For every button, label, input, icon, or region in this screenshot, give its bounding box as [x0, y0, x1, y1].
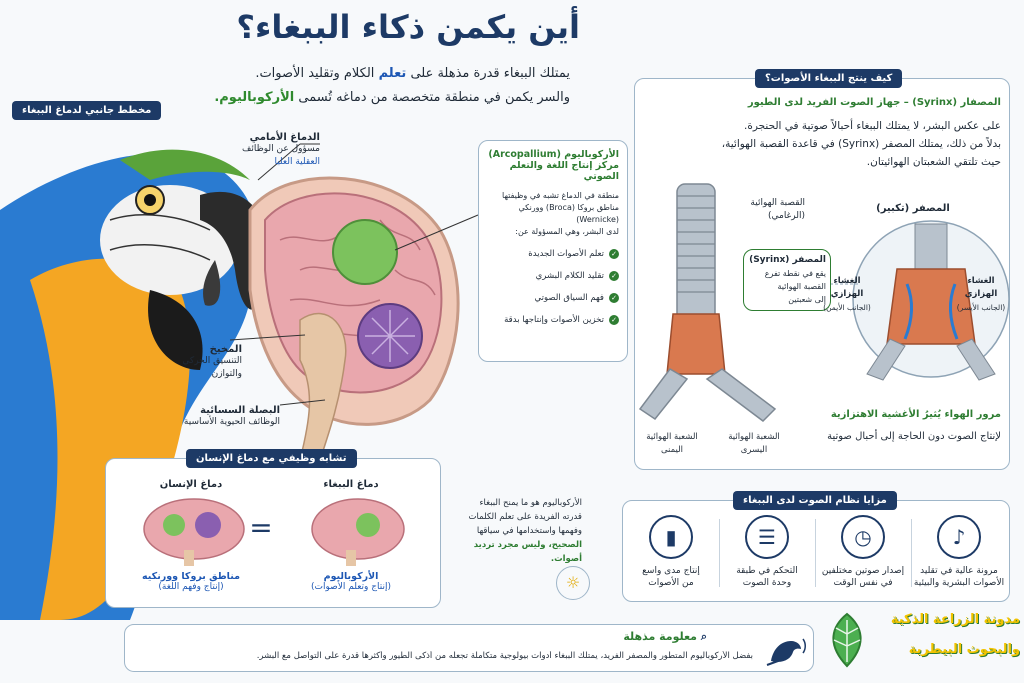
- airflow-desc: لإنتاج الصوت دون الحاجة إلى أحبال صوتية: [827, 431, 1001, 442]
- forebrain-label: الدماغ الأمامي مسؤول عن الوظائف العقلية العليا: [242, 132, 320, 167]
- feature-item: ▮ إنتاج مدى واسع من الأصوات: [623, 515, 719, 589]
- soundwave-icon: ▮: [649, 515, 693, 559]
- right-bronchus-label: الشعبة الهوائية اليمنى: [646, 432, 698, 455]
- left-bronchus-label: الشعبة الهوائية اليسرى: [728, 432, 780, 455]
- feature-item: ☰ التحكم في طبقة وحدة الصوت: [719, 515, 815, 589]
- syrinx-paragraph: على عكس البشر، لا يمتلك الببغاء أحبالاً صوتية في الحنجرة. بدلاً من ذلك، يمتلك المصفر (Syrinx) في قاعدة القصبة الهوائية، حيث تلتقي الشعبتان الهوائيتان.: [721, 120, 1001, 168]
- parrot-caption: الأركوباليوم (إنتاج وتعلم الأصوات): [310, 571, 392, 592]
- fact-text: بفضل الأركوباليوم المتطور والمصفر الفريد، يمتلك الببغاء أدوات بيولوجية متكاملة تجعله من أذكى الطيور وأكثرها قدرة على التواصل مع البشر.: [256, 651, 753, 661]
- fact-box: [124, 624, 814, 672]
- check-icon: ✓: [609, 293, 619, 303]
- arcopallium-card: الأركوباليوم (Arcopallium) مركز إنتاج اللغة والتعلم الصوتي منطقة في الدماغ تشبه في وظيفتها مناطق بروكا (Broca) وورنكي (Wernicke) لدى البشر، وهي المسؤولة عن: ✓تعلم الأصوات الجديدة ✓تقليد الكلام البشري ✓فهم السياق الصوتي ✓تخزين الأصوات وإنتاجها بدقة: [478, 140, 628, 362]
- sliders-icon: ☰: [745, 515, 789, 559]
- parrot-silhouette-icon: [759, 631, 809, 669]
- page-title: أين يكمن ذكاء الببغاء؟: [236, 8, 580, 46]
- similarity-panel: [105, 453, 441, 608]
- arcopallium-item: ✓تعلم الأصوات الجديدة: [487, 248, 619, 261]
- check-icon: ✓: [609, 249, 619, 259]
- syrinx-panel: [634, 73, 1010, 470]
- similarity-text: الأركوباليوم هو ما يمنح الببغاء قدرته الفريدة على تعلم الكلمات وفهمها واستخدامها في سياقها الصحيح، وليس مجرد ترديد أصوات.: [468, 498, 582, 564]
- check-icon: ✓: [609, 271, 619, 281]
- trachea-label: القصبة الهوائية (الرغامي): [750, 198, 805, 221]
- brand-line-1: مدونة الزراعة الذكية: [890, 612, 1020, 627]
- fact-title: ⌕ معلومة مذهلة: [623, 630, 707, 643]
- intro-line-2: والسر يكمن في منطقة متخصصة من دماغه تُسمى الأركوباليوم.: [214, 90, 570, 105]
- feature-item: ♪ مرونة عالية في تقليد الأصوات البشرية والبيئية: [911, 515, 1007, 589]
- syrinx-callout: المصفر (Syrinx) يقع في نقطة تفرع القصبة الهوائية إلى شعبتين: [743, 249, 831, 311]
- stopwatch-icon: ◷: [841, 515, 885, 559]
- similarity-tag: تشابه وظيفي مع دماغ الإنسان: [186, 449, 357, 468]
- arcopallium-item: ✓فهم السياق الصوتي: [487, 292, 619, 305]
- magnifier-icon: ⌕: [700, 630, 707, 643]
- diagram-tag: مخطط جانبي لدماغ الببغاء: [12, 101, 161, 120]
- leaf-logo-icon: [822, 610, 872, 670]
- brand-line-2: والبحوث البيطرية: [908, 642, 1020, 657]
- membrane-right-label: الغشاء الهزازي (الجانب الأيسر): [956, 276, 1006, 312]
- features-tag: مزايا نظام الصوت لدى الببغاء: [733, 491, 897, 510]
- arcopallium-item: ✓تقليد الكلام البشري: [487, 270, 619, 283]
- check-icon: ✓: [609, 315, 619, 325]
- features-panel: [622, 495, 1010, 602]
- feature-item: ◷ إصدار صوتين مختلفين في نفس الوقت: [815, 515, 911, 589]
- parrot-brain-title: دماغ الببغاء: [323, 479, 379, 490]
- equals-sign: =: [249, 511, 273, 544]
- human-brain-title: دماغ الإنسان: [159, 479, 223, 490]
- cerebellum-label: المخيخ التنسيق الحركي والتوازن: [182, 344, 242, 379]
- arcopallium-item: ✓تخزين الأصوات وإنتاجها بدقة: [487, 314, 619, 327]
- syrinx-heading: المصفار (Syrinx) – جهاز الصوت الفريد لدى الطيور: [747, 97, 1001, 108]
- zoom-title: المصفر (تكبير): [876, 203, 950, 214]
- membrane-left-label: الغشاء الهزازي (الجانب الأيمن): [823, 276, 871, 312]
- syrinx-tag: كيف ينتج الببغاء الأصوات؟: [755, 69, 902, 88]
- brand-logo: [818, 606, 1022, 680]
- lightbulb-icon: ☼: [556, 566, 590, 600]
- music-note-icon: ♪: [937, 515, 981, 559]
- airflow-title: مرور الهواء يُثيرُ الأغشية الاهتزازية: [830, 409, 1001, 420]
- human-caption: مناطق بروكا وورنكيه (إنتاج وفهم اللغة): [142, 571, 240, 592]
- intro-line-1: يمتلك الببغاء قدرة مذهلة على تعلم الكلام وتقليد الأصوات.: [255, 66, 570, 81]
- medulla-label: البصلة السسائية الوظائف الحيوية الأساسية: [183, 405, 280, 427]
